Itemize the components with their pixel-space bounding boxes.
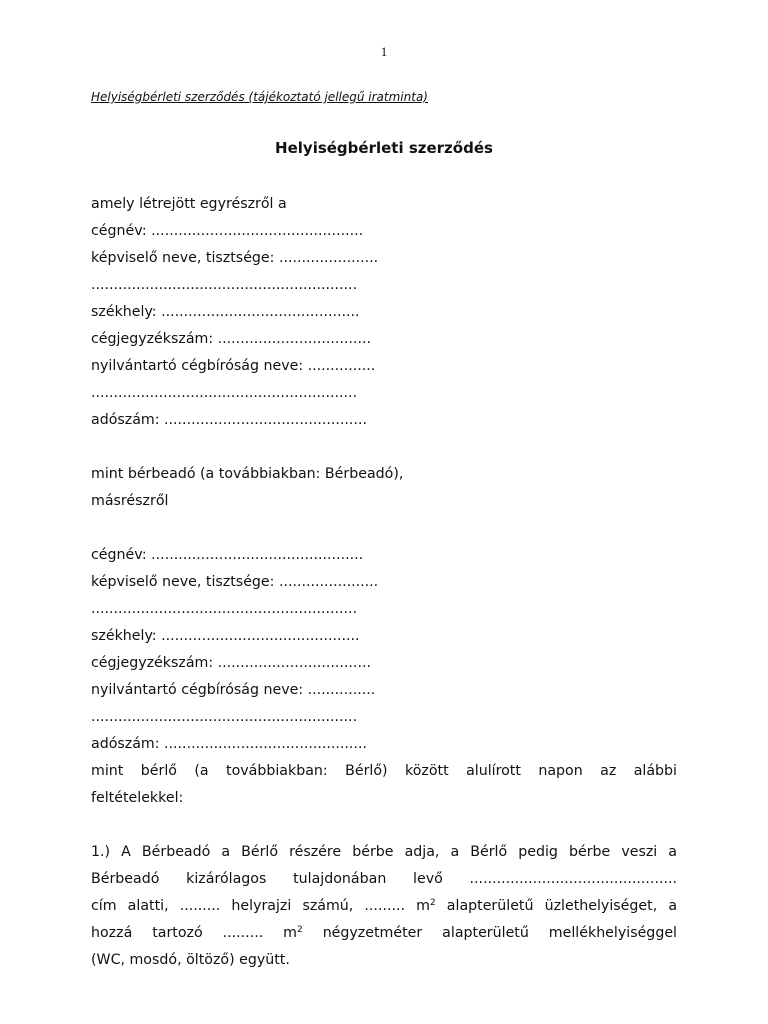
document-body [91,191,677,974]
party1-reg-number-field: cégjegyzékszám: .................................. [91,331,371,347]
party2-seat-field: székhely: ............................................ [91,628,360,644]
document-subtitle: Helyiségbérleti szerződés (tájékoztató jellegű iratminta) [91,90,428,104]
party1-tax-number-field: adószám: ............................................. [91,412,367,428]
clause1-line-4-text-a: hozzá tartozó ......... m [91,925,297,941]
paragraph-gap [91,434,677,461]
clause1-line-3-text-b: alapterületű üzlethelyiséget, a [435,898,678,914]
paragraph-gap [91,812,677,839]
clause1-line-5: (WC, mosdó, öltöző) együtt. [91,952,290,968]
clause1-line-3-text-a: cím alatti, ......... helyrajzi számú, ......... m [91,898,430,914]
party1-company-field: cégnév: ............................................... [91,223,364,239]
party2-representative-field: képviselő neve, tisztsége: ...................... [91,574,379,590]
party2-tax-number-field: adószám: ............................................. [91,736,367,752]
party1-representative-continuation: ........................................................... [91,277,358,293]
square-superscript: 2 [297,925,303,935]
party1-representative-field: képviselő neve, tisztsége: ...................... [91,250,379,266]
party2-representative-continuation: ........................................................... [91,601,358,617]
clause1-line-4 [91,920,677,947]
clause1-line-2: Bérbeadó kizárólagos tulajdonában levő .............................................. [91,871,677,887]
clause1-line-1: 1.) A Bérbeadó a Bérlő részére bérbe adja, a Bérlő pedig bérbe veszi a [91,844,677,860]
party-separator: másrészről [91,493,169,509]
party2-court-field: nyilvántartó cégbíróság neve: ............... [91,682,376,698]
page-number: 1 [380,44,388,59]
party1-court-continuation: ........................................................... [91,385,358,401]
party1-intro: amely létrejött egyrészről a [91,196,287,212]
party1-seat-field: székhely: ............................................ [91,304,360,320]
document-title: Helyiségbérleti szerződés [275,139,493,157]
party2-reg-number-field: cégjegyzékszám: .................................. [91,655,371,671]
clause1-line-4-text-b: négyzetméter alapterületű mellékhelyiséggel [302,925,677,941]
square-superscript: 2 [429,898,436,908]
paragraph-gap [91,515,677,542]
clause1-line-3 [91,893,677,920]
party2-company-field: cégnév: ............................................... [91,547,364,563]
party2-role-line: mint bérlő (a továbbiakban: Bérlő) között alulírott napon az alábbi [91,763,677,779]
party1-court-field: nyilvántartó cégbíróság neve: ............... [91,358,376,374]
party2-court-continuation: ........................................................... [91,709,358,725]
party1-role: mint bérbeadó (a továbbiakban: Bérbeadó), [91,466,404,482]
party2-role-continuation: feltételekkel: [91,790,184,806]
